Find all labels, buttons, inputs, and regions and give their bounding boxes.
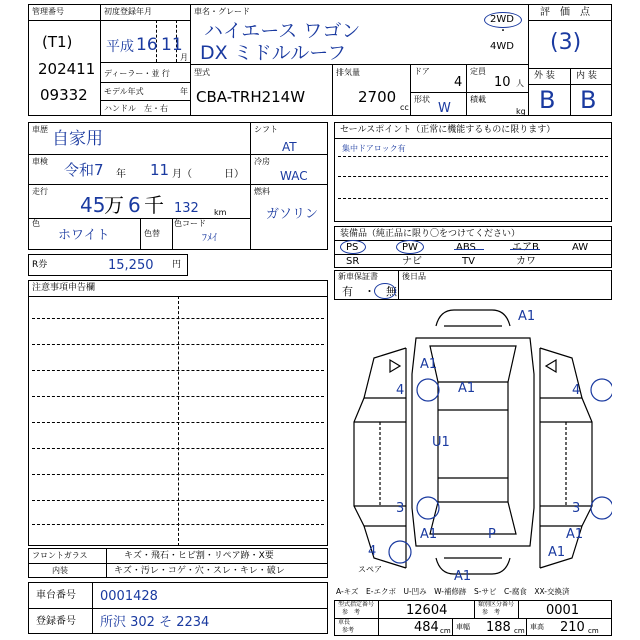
width-value: 188 xyxy=(486,620,511,635)
color-label: 色 xyxy=(32,219,40,228)
equip-tv: TV xyxy=(462,256,475,267)
mgmt-label: 管理番号 xyxy=(32,7,64,16)
reg-era: 平成 xyxy=(106,39,134,55)
recycle-label: R券 xyxy=(32,260,48,270)
chassis-value: 0001428 xyxy=(100,589,158,604)
damage-mark-rear-glass: P xyxy=(488,527,496,542)
mileage-man-unit: 万 xyxy=(104,193,124,217)
mileage-label: 走行 xyxy=(32,187,48,196)
fuel-label: 燃料 xyxy=(254,187,270,196)
mileage-unit: km xyxy=(214,208,227,217)
damage-mark-spare: 4 xyxy=(368,544,377,559)
int-label: 内 装 xyxy=(576,71,597,81)
damage-mark-hood: A1 xyxy=(458,381,476,396)
length-unit: cm xyxy=(440,627,451,635)
drive-2wd: 2WD xyxy=(490,14,514,25)
mgmt-line-3: 09332 xyxy=(40,86,88,104)
warranty-none-circle xyxy=(374,283,396,299)
auction-sheet xyxy=(28,4,612,636)
usage-value: 自家用 xyxy=(52,129,103,149)
door-value: 4 xyxy=(454,75,463,90)
equipment-label: 装備品（純正品に限り〇をつけてください） xyxy=(340,229,521,239)
damage-mark-wheel-rl: 3 xyxy=(396,501,405,516)
sales-label: セールスポイント（正常に機能するものに限ります） xyxy=(340,125,556,135)
length-value: 484 xyxy=(414,620,439,635)
warranty-label: 新車保証書 xyxy=(338,272,378,281)
class-sub: 参 考 xyxy=(482,609,501,616)
class-label: 類別区分番号 xyxy=(478,601,515,608)
disp-value: 2700 xyxy=(358,88,397,106)
plate-label: 登録番号 xyxy=(36,616,76,627)
mileage-rest: 132 xyxy=(174,201,199,216)
sales-frame xyxy=(334,122,612,222)
interior-label: 内装 xyxy=(52,566,68,575)
inspect-era: 令和7 xyxy=(64,161,104,179)
damage-legend: A-キズ E-エクボ U-凹み W-補修跡 S-サビ C-腐食 XX-交換済 xyxy=(336,587,570,596)
equip-pw: PW xyxy=(402,242,418,253)
front-glass-text: キズ・飛石・ヒビ割・リペア跡・X要 xyxy=(124,551,274,561)
ac-value: WAC xyxy=(280,169,308,183)
reg-month: 11 xyxy=(161,35,183,55)
height-label: 車高 xyxy=(530,623,544,631)
type-label: 型式 xyxy=(194,68,210,77)
name-label: 車名・グレード xyxy=(194,7,250,16)
ac-label: 冷房 xyxy=(254,157,270,166)
equip-abs: ABS xyxy=(456,242,476,253)
damage-mark-roof: U1 xyxy=(432,435,450,450)
seat-label: 後日品 xyxy=(402,272,426,281)
reg-month-unit: 月 xyxy=(180,53,188,62)
mileage-man: 45 xyxy=(80,193,106,217)
color-code-value: ﾌﾒｲ xyxy=(202,233,217,244)
equip-ps: PS xyxy=(346,242,359,253)
damage-mark-wheel-rr: 3 xyxy=(572,501,581,516)
sales-text: 集中ドアロック有 xyxy=(342,144,406,153)
height-value: 210 xyxy=(560,620,585,635)
disp-unit: cc xyxy=(400,103,409,112)
equip-sr: SR xyxy=(346,256,360,267)
model-year-label: モデル年式 xyxy=(104,87,144,96)
shift-value: AT xyxy=(282,140,297,154)
load-unit: kg xyxy=(516,107,526,116)
load-label: 積載 xyxy=(470,95,486,104)
door-label: ドア xyxy=(414,67,430,76)
car-grade: DX ミドルルーフ xyxy=(200,42,347,64)
equip-navi: ナビ xyxy=(402,256,422,267)
damage-mark-rear-corner: A1 xyxy=(548,545,566,560)
shift-label: シフト xyxy=(254,125,278,134)
disp-label: 排気量 xyxy=(336,68,360,77)
damage-mark-right-rear: A1 xyxy=(566,527,584,542)
equip-ps-circle xyxy=(340,240,366,254)
mileage-sen-unit: 千 xyxy=(144,193,164,217)
plate-value: 所沢 302 そ 2234 xyxy=(100,615,210,630)
equip-abs-strike xyxy=(454,249,484,250)
mgmt-line-1: (T1) xyxy=(42,33,73,51)
cap-unit: 人 xyxy=(516,79,524,88)
model-year-unit: 年 xyxy=(180,87,188,96)
color-code-label: 色コード xyxy=(174,219,206,228)
usage-label: 車歴 xyxy=(32,125,48,134)
car-name: ハイエース ワゴン xyxy=(204,20,361,42)
inspect-month-unit: 月（ xyxy=(172,169,192,180)
inspect-month: 11 xyxy=(150,161,170,179)
model-cert-value: 12604 xyxy=(406,603,448,618)
damage-mark-wheel-fr: 4 xyxy=(572,383,581,398)
drive-dot: ・ xyxy=(498,26,508,37)
score-value: (3) xyxy=(550,30,582,55)
mgmt-line-2: 202411 xyxy=(38,60,96,78)
interior-text: キズ・汚レ・コゲ・穴・スレ・キレ・破レ xyxy=(114,566,285,576)
model-cert-label: 型式指定番号 xyxy=(338,601,375,608)
height-unit: cm xyxy=(588,627,599,635)
dealer-label: ディーラー・並 行 xyxy=(104,69,170,78)
drive-4wd: 4WD xyxy=(490,41,514,52)
width-label: 車幅 xyxy=(456,623,470,631)
ext-label: 外 装 xyxy=(534,71,555,81)
equip-aw: AW xyxy=(572,242,589,253)
shape-label: 形状 xyxy=(414,95,430,104)
reg-year: 16 xyxy=(136,35,158,55)
recycle-value: 15,250 xyxy=(108,258,154,273)
width-unit: cm xyxy=(514,627,525,635)
equip-pw-circle xyxy=(396,240,424,254)
model-cert-sub: 参 考 xyxy=(342,609,361,616)
ext-value: B xyxy=(539,86,556,114)
length-label: 車長 xyxy=(338,619,351,626)
int-value: B xyxy=(580,86,597,114)
notes-label: 注意事項申告欄 xyxy=(32,283,96,293)
color-value: ホワイト xyxy=(58,228,110,243)
reg-year-label: 初度登録年月 xyxy=(104,7,152,16)
handle-label: ハンドル 左・右 xyxy=(104,104,168,113)
equip-airbag-strike xyxy=(510,249,540,250)
score-label: 評 価 点 xyxy=(540,7,590,18)
front-glass-label: フロントガラス xyxy=(32,551,88,560)
equip-airbag: エアB xyxy=(512,242,539,253)
inspect-year-unit: 年 xyxy=(116,169,126,180)
damage-mark-left-rear: A1 xyxy=(420,527,438,542)
damage-mark-rear-bumper: A1 xyxy=(454,569,472,584)
type-value: CBA-TRH214W xyxy=(196,88,306,106)
color-change-label: 色替 xyxy=(144,229,160,238)
damage-mark-wheel-fl: 4 xyxy=(396,383,405,398)
equip-leather: カワ xyxy=(516,256,536,267)
damage-mark-left-front: A1 xyxy=(420,357,438,372)
length-sub: 参考 xyxy=(342,627,355,634)
warranty-value: 有 ・ 無 xyxy=(342,285,397,298)
shape-value: W xyxy=(438,101,451,116)
cap-value: 10 xyxy=(494,75,511,90)
recycle-unit: 円 xyxy=(172,260,182,270)
cap-label: 定員 xyxy=(470,67,486,76)
inspect-day-unit: 日） xyxy=(224,169,244,180)
mileage-sen: 6 xyxy=(128,193,141,217)
damage-mark-front-bumper: A1 xyxy=(518,309,536,324)
inspect-label: 車検 xyxy=(32,157,48,166)
class-value: 0001 xyxy=(546,603,580,618)
chassis-label: 車台番号 xyxy=(36,590,76,601)
spare-label: スペア xyxy=(358,565,382,574)
fuel-value: ガソリン xyxy=(266,207,319,222)
